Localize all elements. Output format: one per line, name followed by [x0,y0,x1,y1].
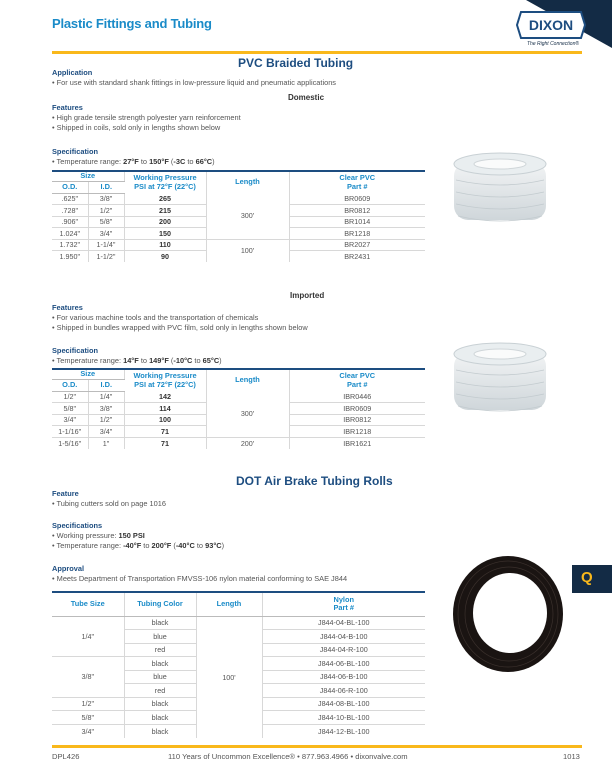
id-cell: 1/4" [88,391,124,403]
id-header: I.D. [88,379,124,391]
part-cell: J844-08-BL-100 [262,697,425,711]
page-header-title: Plastic Fittings and Tubing [52,16,212,31]
features-label: Features [52,103,83,112]
od-header: O.D. [52,181,88,193]
part-cell: IBR0812 [289,414,425,426]
feature-label: Feature [52,489,79,498]
part-cell: J844-04-B-100 [262,630,425,644]
color-cell: black [124,724,196,738]
part-header: Nylon Part # [262,592,425,616]
part-cell: IBR1218 [289,426,425,438]
domestic-table [52,170,425,262]
length-cell: 100' [206,239,289,262]
od-cell: 1.950" [52,251,88,263]
pressure-header: Working Pressure PSI at 72°F (22°C) [124,171,206,193]
dixon-logo [515,10,587,40]
part-cell: IBR1621 [343,438,372,448]
part-cell: J844-10-BL-100 [262,711,425,725]
pressure-header: Working Pressure PSI at 72°F (22°C) [124,369,206,391]
od-cell: .906" [52,216,88,228]
working-pressure-spec: • Working pressure: 150 PSI [52,531,145,540]
part-cell: BR2027 [289,239,425,251]
specification-label: Specification [52,346,98,355]
table-row [52,616,425,630]
nylon-tubing-table [52,591,425,738]
features-label: Features [52,303,83,312]
id-cell: 1/2" [88,205,124,217]
page-number: 1013 [563,752,580,761]
psi-cell: 71 [124,426,206,438]
table-row [52,193,425,205]
size-header: Size [52,369,124,379]
application-label: Application [52,68,93,77]
color-cell: red [124,684,196,698]
id-cell: 1-1/2" [88,251,124,263]
id-header: I.D. [88,181,124,193]
section-tab-q[interactable]: Q [572,565,612,593]
header-divider [52,51,582,54]
approval-item: • Meets Department of Transportation FMVSS-106 nylon material conforming to SAE J844 [52,574,348,583]
od-cell: 1-1/16" [52,426,88,438]
approval-label: Approval [52,564,85,573]
temperature-spec: • Temperature range: -40°F to 200°F (-40°C to 93°C) [52,541,225,550]
part-cell: BR2431 [344,252,371,261]
part-cell: J844-12-BL-100 [317,726,370,736]
id-cell: 3/4" [88,426,124,438]
feature-item: • Tubing cutters sold on page 1016 [52,499,166,508]
psi-cell: 150 [124,228,206,240]
part-cell: J844-04-R-100 [262,643,425,657]
feature-item: • For various machine tools and the transportation of chemicals [52,313,259,322]
psi-cell: 71 [124,437,206,449]
imported-table [52,368,425,449]
domestic-title: Domestic [288,93,325,102]
od-cell: .728" [52,205,88,217]
tube-size-cell: 3/4" [52,724,124,738]
color-cell: black [124,616,196,630]
od-header: O.D. [52,379,88,391]
psi-cell: 100 [124,414,206,426]
tube-size-header: Tube Size [52,592,124,616]
od-cell: 1.024" [52,228,88,240]
application-item: • For use with standard shank fittings in low-pressure liquid and pneumatic applications [52,78,337,87]
length-cell: 300' [206,193,289,239]
od-cell: .625" [52,193,88,205]
color-cell: blue [124,670,196,684]
black-nylon-tubing-coil-image [448,553,566,675]
part-cell: J844-04-BL-100 [262,616,425,630]
part-cell: IBR0609 [289,403,425,415]
part-cell: J844-06-BL-100 [262,657,425,671]
length-cell: 100' [196,616,262,738]
od-cell: 1/2" [52,391,88,403]
footer-tagline: 110 Years of Uncommon Excellence® • 877.963.4966 • dixonvalve.com [168,752,408,761]
tubing-color-header: Tubing Color [124,592,196,616]
size-header: Size [52,171,124,181]
color-cell: black [124,711,196,725]
id-cell: 3/8" [88,403,124,415]
psi-cell: 114 [124,403,206,415]
clear-tubing-bundle-image [452,340,548,424]
section-title-pvc-braided: PVC Braided Tubing [238,56,354,70]
length-cell: 200' [206,437,289,449]
section-title-dot-air-brake: DOT Air Brake Tubing Rolls [236,474,393,488]
color-cell: black [124,657,196,671]
logo-tagline: The Right Connection® [527,41,580,47]
color-cell: blue [124,630,196,644]
length-cell: 300' [206,391,289,437]
tube-size-cell: 3/8" [52,657,124,698]
id-cell: 5/8" [88,216,124,228]
feature-item: • Shipped in coils, sold only in lengths shown below [52,123,221,132]
psi-cell: 142 [124,391,206,403]
footer-divider [52,745,582,748]
clear-tubing-coil-image [452,150,548,234]
part-header: Clear PVC Part # [339,371,376,389]
id-cell: 1-1/4" [88,239,124,251]
table-row [52,239,425,251]
length-header: Length [206,369,289,391]
temperature-spec: • Temperature range: 27°F to 150°F (-3C to 66°C) [52,157,215,166]
psi-cell: 200 [124,216,206,228]
part-cell: BR0609 [289,193,425,205]
table-row [52,391,425,403]
length-header: Length [206,171,289,193]
specifications-label: Specifications [52,521,103,530]
tube-size-cell: 1/4" [52,616,124,657]
part-cell: IBR0446 [289,391,425,403]
tube-size-cell: 1/2" [52,697,124,711]
length-header: Length [196,592,262,616]
id-cell: 3/4" [88,228,124,240]
id-cell: 3/8" [88,193,124,205]
svg-text:DIXON: DIXON [528,17,574,33]
id-cell: 1" [88,437,124,449]
part-cell: J844-06-R-100 [262,684,425,698]
footer-code: DPL426 [52,752,80,761]
psi-cell: 215 [124,205,206,217]
part-cell: BR0812 [289,205,425,217]
color-cell: red [124,643,196,657]
id-cell: 1/2" [88,414,124,426]
feature-item: • Shipped in bundles wrapped with PVC film, sold only in lengths shown below [52,323,308,332]
psi-cell: 90 [124,251,206,263]
imported-title: Imported [290,291,325,300]
od-cell: 3/4" [52,414,88,426]
temperature-spec: • Temperature range: 14°F to 149°F (-10°C to 65°C) [52,356,222,365]
tube-size-cell: 5/8" [52,711,124,725]
feature-item: • High grade tensile strength polyester yarn reinforcement [52,113,241,122]
od-cell: 1.732" [52,239,88,251]
od-cell: 1-5/16" [52,437,88,449]
part-cell: BR1218 [289,228,425,240]
color-cell: black [124,697,196,711]
part-header: Clear PVC Part # [339,173,376,191]
part-cell: BR1014 [289,216,425,228]
table-row [52,437,425,449]
od-cell: 5/8" [52,403,88,415]
specification-label: Specification [52,147,98,156]
psi-cell: 265 [124,193,206,205]
psi-cell: 110 [124,239,206,251]
part-cell: J844-06-B-100 [262,670,425,684]
